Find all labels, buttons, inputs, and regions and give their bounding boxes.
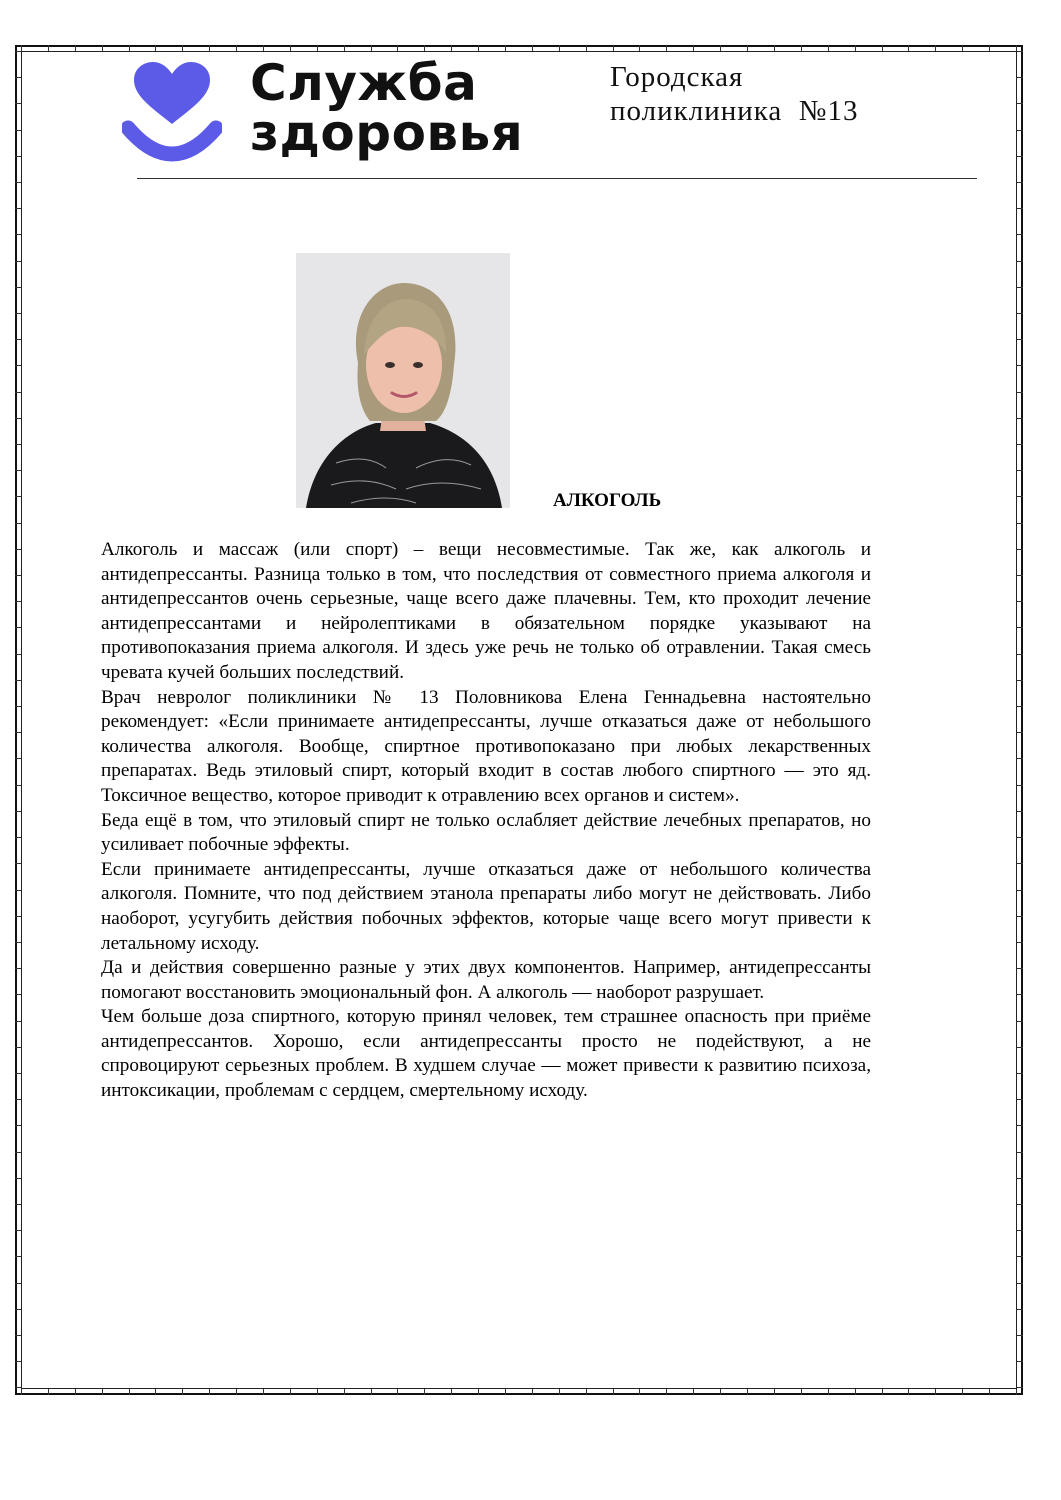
border-tick [15,758,21,759]
border-tick [1017,1152,1023,1153]
border-tick [693,45,694,51]
border-tick [559,1389,560,1395]
border-tick [1017,234,1023,235]
border-tick [989,45,990,51]
border-tick [1017,208,1023,209]
border-tick [1017,1047,1023,1048]
border-tick [774,45,775,51]
article-paragraph: Врач невролог поликлиники № 13 Половникова Елена Геннадьевна настоятельно рекомендует: «Если принимаете антидепрессанты, лучше отказаться даже от небольшого количества алкоголя. Вообще, спиртное противопоказано при любых лекарственных препаратах. Ведь этиловый спирт, который входит в состав любого спиртного — это яд. Токсичное вещество, которое приводит к отравлению всех органов и систем». [101,686,871,806]
border-tick [424,1389,425,1395]
border-tick [15,339,21,340]
border-tick [15,1283,21,1284]
border-tick [693,1389,694,1395]
brand-line-1: Служба [250,54,478,112]
border-tick [720,1389,721,1395]
border-tick [1017,103,1023,104]
clinic-line-1: Городская [610,61,744,93]
border-tick [317,45,318,51]
border-tick [263,1389,264,1395]
border-tick [908,45,909,51]
border-tick [1017,1335,1023,1336]
border-tick [1017,1021,1023,1022]
border-tick [15,916,21,917]
border-tick [532,45,533,51]
doctor-portrait-photo-icon [296,253,510,508]
border-tick [48,1389,49,1395]
border-tick [935,1389,936,1395]
border-tick [1017,1125,1023,1126]
border-tick [855,45,856,51]
border-tick [15,77,21,78]
border-tick [15,1073,21,1074]
border-tick [1017,470,1023,471]
border-tick [209,45,210,51]
border-tick [774,1389,775,1395]
border-tick [908,1389,909,1395]
border-tick [639,45,640,51]
border-tick [666,1389,667,1395]
border-tick [15,51,21,52]
border-tick [586,1389,587,1395]
border-tick [182,45,183,51]
border-tick [1017,785,1023,786]
article-title: АЛКОГОЛЬ [553,490,662,511]
border-tick [1017,994,1023,995]
border-tick [720,45,721,51]
border-tick [1017,811,1023,812]
border-tick [747,1389,748,1395]
border-tick [882,1389,883,1395]
border-tick [15,968,21,969]
border-tick [989,1389,990,1395]
border-tick [1017,156,1023,157]
border-tick [236,45,237,51]
border-tick [15,680,21,681]
border-tick [532,1389,533,1395]
border-tick [15,890,21,891]
border-tick [1017,418,1023,419]
border-tick [505,1389,506,1395]
border-ticks-bottom [21,1389,1017,1395]
heart-smile-logo-icon [122,62,222,162]
article-paragraph: Чем больше доза спиртного, которую принял человек, тем страшнее опасность при приёме антидепрессантов. Хорошо, если антидепрессанты просто не подействуют, а не спровоцируют серьезных проблем. В худшем случае — может привести к развитию психоза, интоксикации, проблемам с сердцем, смертельному исходу. [101,1006,871,1102]
border-ticks-top [21,45,1017,51]
border-tick [962,1389,963,1395]
article-paragraph: Алкоголь и массаж (или спорт) – вещи несовместимые. Так же, как алкоголь и антидепрессанты. Разница только в том, что последствия от совместного приема алкоголя и антидепрессантов очень серьезные, чаще всего даже плачевны. Тем, кто проходит лечение антидепрессантами и нейролептиками в обязательном порядке указывают на противопоказания приема алкоголя. И здесь уже речь не только об отравлении. Такая смесь чревата кучей больших последствий. [101,539,871,683]
border-tick [613,45,614,51]
border-tick [1017,496,1023,497]
border-tick [1017,1230,1023,1231]
brand-line-2: здоровья [250,104,524,162]
border-tick [397,1389,398,1395]
border-tick [1017,392,1023,393]
border-tick [639,1389,640,1395]
border-tick [15,1125,21,1126]
border-tick [155,1389,156,1395]
border-tick [129,45,130,51]
article-paragraph: Да и действия совершенно разные у этих двух компонентов. Например, антидепрессанты помогают восстановить эмоциональный фон. А алкоголь — наоборот разрушает. [101,957,871,1003]
border-tick [15,706,21,707]
border-tick [1017,863,1023,864]
border-tick [855,1389,856,1395]
border-tick [1017,549,1023,550]
border-tick [828,1389,829,1395]
border-tick [15,130,21,131]
border-tick [1017,1073,1023,1074]
border-tick [1016,1389,1017,1395]
border-tick [155,45,156,51]
border-tick [1017,1178,1023,1179]
border-tick [129,1389,130,1395]
border-tick [478,1389,479,1395]
border-tick [505,45,506,51]
border-tick [15,549,21,550]
border-tick [48,45,49,51]
border-tick [559,45,560,51]
article-body [101,538,871,1104]
article-paragraph: Беда ещё в том, что этиловый спирт не только ослабляет действие лечебных препаратов, но усиливает побочные эффекты. [101,809,871,856]
border-tick [1017,837,1023,838]
border-tick [15,654,21,655]
border-tick [21,45,22,51]
border-tick [15,1152,21,1153]
border-tick [1017,365,1023,366]
border-tick [15,811,21,812]
border-tick [75,45,76,51]
border-tick [15,418,21,419]
border-tick [15,1204,21,1205]
border-ticks-right [1017,51,1023,1389]
border-tick [263,45,264,51]
border-tick [15,837,21,838]
border-tick [15,496,21,497]
border-tick [1017,261,1023,262]
clinic-name [610,60,858,128]
border-tick [801,1389,802,1395]
border-tick [962,45,963,51]
border-tick [182,1389,183,1395]
border-tick [15,785,21,786]
border-tick [451,45,452,51]
border-tick [1017,627,1023,628]
border-tick [613,1389,614,1395]
article-paragraph: Если принимаете антидепрессанты, лучше отказаться даже от небольшого количества алкоголя. Помните, что под действием этанола препараты либо могут не действовать. Либо наоборот, усугубить действия побочных эффектов, которые чаще всего могут привести к летальному исходу. [101,858,871,954]
border-tick [344,45,345,51]
border-tick [1017,339,1023,340]
border-tick [317,1389,318,1395]
border-tick [21,1389,22,1395]
brand-name [250,54,524,162]
border-tick [102,45,103,51]
border-tick [15,156,21,157]
border-tick [344,1389,345,1395]
border-tick [15,575,21,576]
border-tick [290,45,291,51]
border-tick [371,1389,372,1395]
border-tick [1017,575,1023,576]
border-tick [15,994,21,995]
border-tick [1017,680,1023,681]
border-tick [1017,916,1023,917]
border-tick [15,1047,21,1048]
border-tick [15,470,21,471]
border-tick [451,1389,452,1395]
border-tick [15,523,21,524]
border-tick [1017,1387,1023,1388]
border-tick [75,1389,76,1395]
border-tick [1017,968,1023,969]
border-tick [1017,287,1023,288]
border-tick [15,313,21,314]
border-tick [209,1389,210,1395]
border-tick [15,234,21,235]
border-tick [1017,1204,1023,1205]
border-tick [1017,51,1023,52]
header-divider [137,178,977,179]
border-tick [15,365,21,366]
border-tick [1017,1283,1023,1284]
border-tick [15,1021,21,1022]
border-tick [1017,732,1023,733]
border-tick [15,863,21,864]
clinic-line-2: поликлиника №13 [610,95,859,127]
border-tick [1017,182,1023,183]
border-tick [882,45,883,51]
border-tick [424,45,425,51]
border-tick [15,1099,21,1100]
border-tick [1017,313,1023,314]
border-tick [666,45,667,51]
border-tick [15,732,21,733]
border-tick [1017,1256,1023,1257]
border-tick [1017,706,1023,707]
border-tick [1017,1099,1023,1100]
border-tick [1017,601,1023,602]
border-tick [15,1387,21,1388]
border-tick [586,45,587,51]
border-tick [478,45,479,51]
border-tick [15,1230,21,1231]
border-ticks-left [15,51,21,1389]
border-tick [1017,444,1023,445]
border-tick [371,45,372,51]
border-tick [1017,890,1023,891]
border-tick [1017,1361,1023,1362]
border-tick [15,1178,21,1179]
border-tick [15,182,21,183]
border-tick [290,1389,291,1395]
border-tick [1017,654,1023,655]
border-tick [15,287,21,288]
border-tick [15,208,21,209]
border-tick [1017,942,1023,943]
border-tick [15,1309,21,1310]
border-tick [747,45,748,51]
border-tick [801,45,802,51]
border-tick [15,601,21,602]
border-tick [15,1335,21,1336]
border-tick [15,942,21,943]
border-tick [15,627,21,628]
border-tick [1017,758,1023,759]
border-tick [15,103,21,104]
border-tick [15,444,21,445]
border-tick [1017,1309,1023,1310]
border-tick [828,45,829,51]
border-tick [1017,523,1023,524]
border-tick [15,1361,21,1362]
border-tick [1017,130,1023,131]
border-tick [236,1389,237,1395]
border-tick [15,261,21,262]
border-tick [935,45,936,51]
border-tick [102,1389,103,1395]
border-tick [397,45,398,51]
border-tick [15,1256,21,1257]
border-tick [15,392,21,393]
border-tick [1017,77,1023,78]
